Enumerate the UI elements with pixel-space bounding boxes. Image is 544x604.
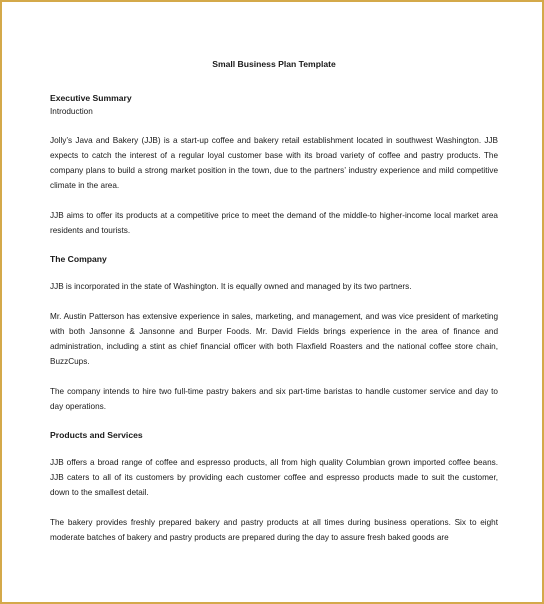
subheading-introduction: Introduction <box>50 107 93 116</box>
paragraph: JJB aims to offer its products at a competitive price to meet the demand of the middle-to higher-income local market area residents and tourists. <box>50 211 498 235</box>
paragraph: JJB offers a broad range of coffee and espresso products, all from high quality Columbian grown imported coffee beans. JJB caters to all of its customers by providing each customer coffee and espresso products made to suit the customer, down to the smallest detail. <box>50 458 498 497</box>
paragraph: Mr. Austin Patterson has extensive experience in sales, marketing, and management, and was vice president of marketing with both Jansonne & Jansonne and Burper Foods. Mr. David Fields brings experience in the area of finance and administration, including a stint as chief financial officer with both Flaxfield Roasters and the national coffee store chain, BuzzCups. <box>50 312 498 366</box>
section-heading-executive-summary: Executive Summary <box>50 93 132 103</box>
paragraph: JJB is incorporated in the state of Washington. It is equally owned and managed by its two partners. <box>50 282 412 291</box>
section-heading-the-company: The Company <box>50 254 107 264</box>
paragraph: The bakery provides freshly prepared bakery and pastry products at all times during business operations. Six to eight moderate batches of bakery and pastry products are prepared during the day to assure fresh baked goods are <box>50 518 498 542</box>
document-page <box>50 58 498 560</box>
section-heading-products-and-services: Products and Services <box>50 430 143 440</box>
paragraph: Jolly’s Java and Bakery (JJB) is a start-up coffee and bakery retail establishment located in southwest Washington. JJB expects to catch the interest of a regular loyal customer base with its broad variety of coffee and pastry products. The company plans to build a strong market position in the town, due to the partners’ industry experience and mild competitive climate in the area. <box>50 136 498 190</box>
document-title: Small Business Plan Template <box>212 59 336 69</box>
paragraph: The company intends to hire two full-time pastry bakers and six part-time baristas to handle customer service and day to day operations. <box>50 387 498 411</box>
